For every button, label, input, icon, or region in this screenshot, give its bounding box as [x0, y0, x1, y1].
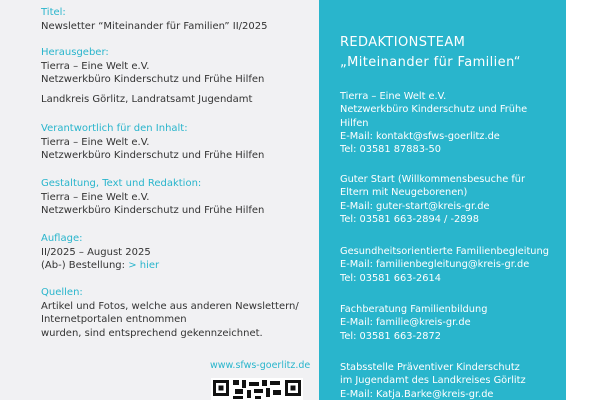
contact-phone: Tel: 03581 663-2894 / -2898 [340, 213, 479, 225]
publisher-line: Netzwerkbüro Kinderschutz und Frühe Hilfen [41, 74, 265, 85]
contact-line: Tierra – Eine Welt e.V. [340, 91, 447, 102]
contact-line: Hilfen [340, 117, 369, 129]
responsible-line: Tierra – Eine Welt e.V. [41, 136, 150, 148]
sources-block [41, 286, 316, 340]
publisher-extra: Landkreis Görlitz, Landratsamt Jugendamt [41, 93, 253, 105]
contact-line: Guter Start (Willkommensbesuche für [340, 174, 526, 185]
title-value: Newsletter “Miteinander für Familien” II/2025 [41, 20, 268, 32]
responsible-block [41, 122, 316, 163]
edition-label: Auflage: [41, 233, 83, 244]
design-line: Netzwerkbüro Kinderschutz und Frühe Hilfen [41, 205, 265, 216]
responsible-line: Netzwerkbüro Kinderschutz und Frühe Hilfen [41, 150, 265, 161]
sources-line: Internetportalen entnommen [41, 314, 187, 325]
contact-block [340, 173, 562, 226]
contact-email[interactable]: E-Mail: familienbegleitung@kreis-gr.de [340, 259, 530, 271]
order-link[interactable]: > hier [128, 260, 160, 271]
edition-block [41, 232, 316, 273]
title-label: Titel: [41, 7, 66, 18]
contact-line: Fachberatung Familienbildung [340, 304, 488, 315]
publisher-label: Herausgeber: [41, 47, 109, 58]
contact-line: Gesundheitsorientierte Familienbegleitung [340, 246, 549, 257]
edition-value: II/2025 – August 2025 [41, 246, 151, 258]
contact-phone: Tel: 03581 663-2872 [340, 330, 441, 342]
contact-email[interactable]: E-Mail: familie@kreis-gr.de [340, 317, 471, 329]
contact-email[interactable]: E-Mail: guter-start@kreis-gr.de [340, 200, 490, 212]
publisher-line: Tierra – Eine Welt e.V. [41, 60, 150, 72]
contact-line: Netzwerkbüro Kinderschutz und Frühe [340, 104, 528, 116]
sources-line: wurden, sind entsprechend gekennzeichnet. [41, 327, 263, 339]
title-block [41, 6, 316, 33]
contact-block [340, 245, 562, 285]
contact-line: Eltern mit Neugeborenen) [340, 187, 468, 199]
page-margin [566, 0, 600, 400]
contact-phone: Tel: 03581 87883-50 [340, 144, 441, 156]
team-heading: REDAKTIONSTEAM [340, 35, 466, 50]
design-block [41, 177, 316, 218]
contact-phone: Tel: 03581 663-2614 [340, 272, 441, 284]
team-subheading: „Miteinander für Familien“ [340, 55, 521, 70]
responsible-label: Verantwortlich für den Inhalt: [41, 123, 188, 134]
contact-line: im Jugendamt des Landkreises Görlitz [340, 375, 526, 387]
sources-label: Quellen: [41, 287, 83, 298]
contact-block [340, 361, 562, 401]
design-label: Gestaltung, Text und Redaktion: [41, 178, 202, 189]
contact-email[interactable]: E-Mail: Katja.Barke@kreis-gr.de [340, 388, 494, 400]
contact-email[interactable]: E-Mail: kontakt@sfws-goerlitz.de [340, 130, 500, 142]
contact-block [340, 90, 562, 156]
website-link[interactable]: www.sfws-goerlitz.de [210, 360, 311, 371]
contact-line: Stabsstelle Präventiver Kinderschutz [340, 362, 520, 373]
order-line [41, 259, 316, 273]
contact-block [340, 303, 562, 343]
qr-code-icon[interactable] [211, 378, 303, 404]
sources-line: Artikel und Fotos, welche aus anderen Newslettern/ [41, 300, 299, 312]
publisher-block [41, 46, 316, 106]
design-line: Tierra – Eine Welt e.V. [41, 191, 150, 203]
order-text: (Ab-) Bestellung: [41, 260, 126, 271]
